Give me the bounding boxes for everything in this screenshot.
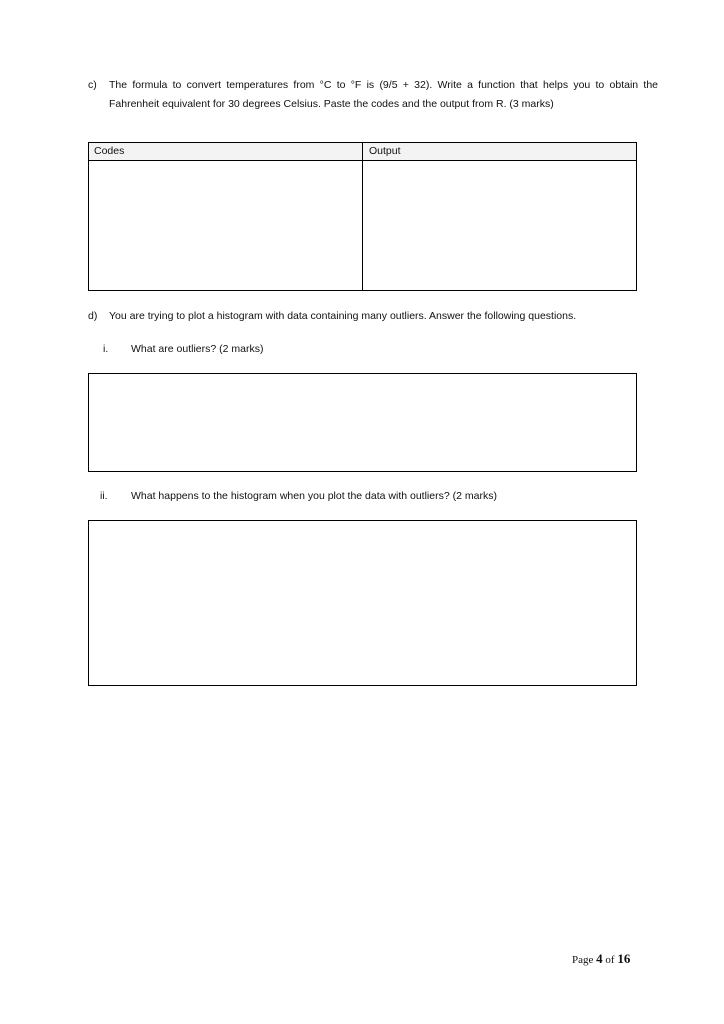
question-d-text: You are trying to plot a histogram with data containing many outliers. Answer the following questions. [109,310,577,322]
question-c [88,76,658,136]
total-pages: 16 [617,951,631,966]
codes-answer-cell[interactable] [89,161,362,290]
question-c-text: The formula to convert temperatures from °C to °F is (9/5 + 32). Write a function that helps you to obtain the Fahrenheit equivalent for 30 degrees Celsius. Paste the codes and the output from R. (3 marks) [109,79,658,110]
sub-question-ii-text: What happens to the histogram when you plot the data with outliers? (2 marks) [131,490,497,502]
output-answer-cell[interactable] [363,161,636,290]
histogram-answer-box[interactable] [88,520,637,686]
sub-question-i-text: What are outliers? (2 marks) [131,343,264,355]
of-word: of [605,954,615,966]
codes-header: Codes [94,145,125,157]
codes-output-table [88,142,637,291]
page-footer [572,951,630,967]
page-number: 4 [596,951,603,966]
sub-question-ii-label: ii. [100,490,108,502]
question-c-label: c) [88,79,97,91]
question-d-label: d) [88,310,98,322]
outliers-answer-box[interactable] [88,373,637,472]
page-word: Page [572,954,594,966]
sub-question-i-label: i. [103,343,109,355]
question-d [88,307,663,327]
output-header: Output [369,145,401,157]
